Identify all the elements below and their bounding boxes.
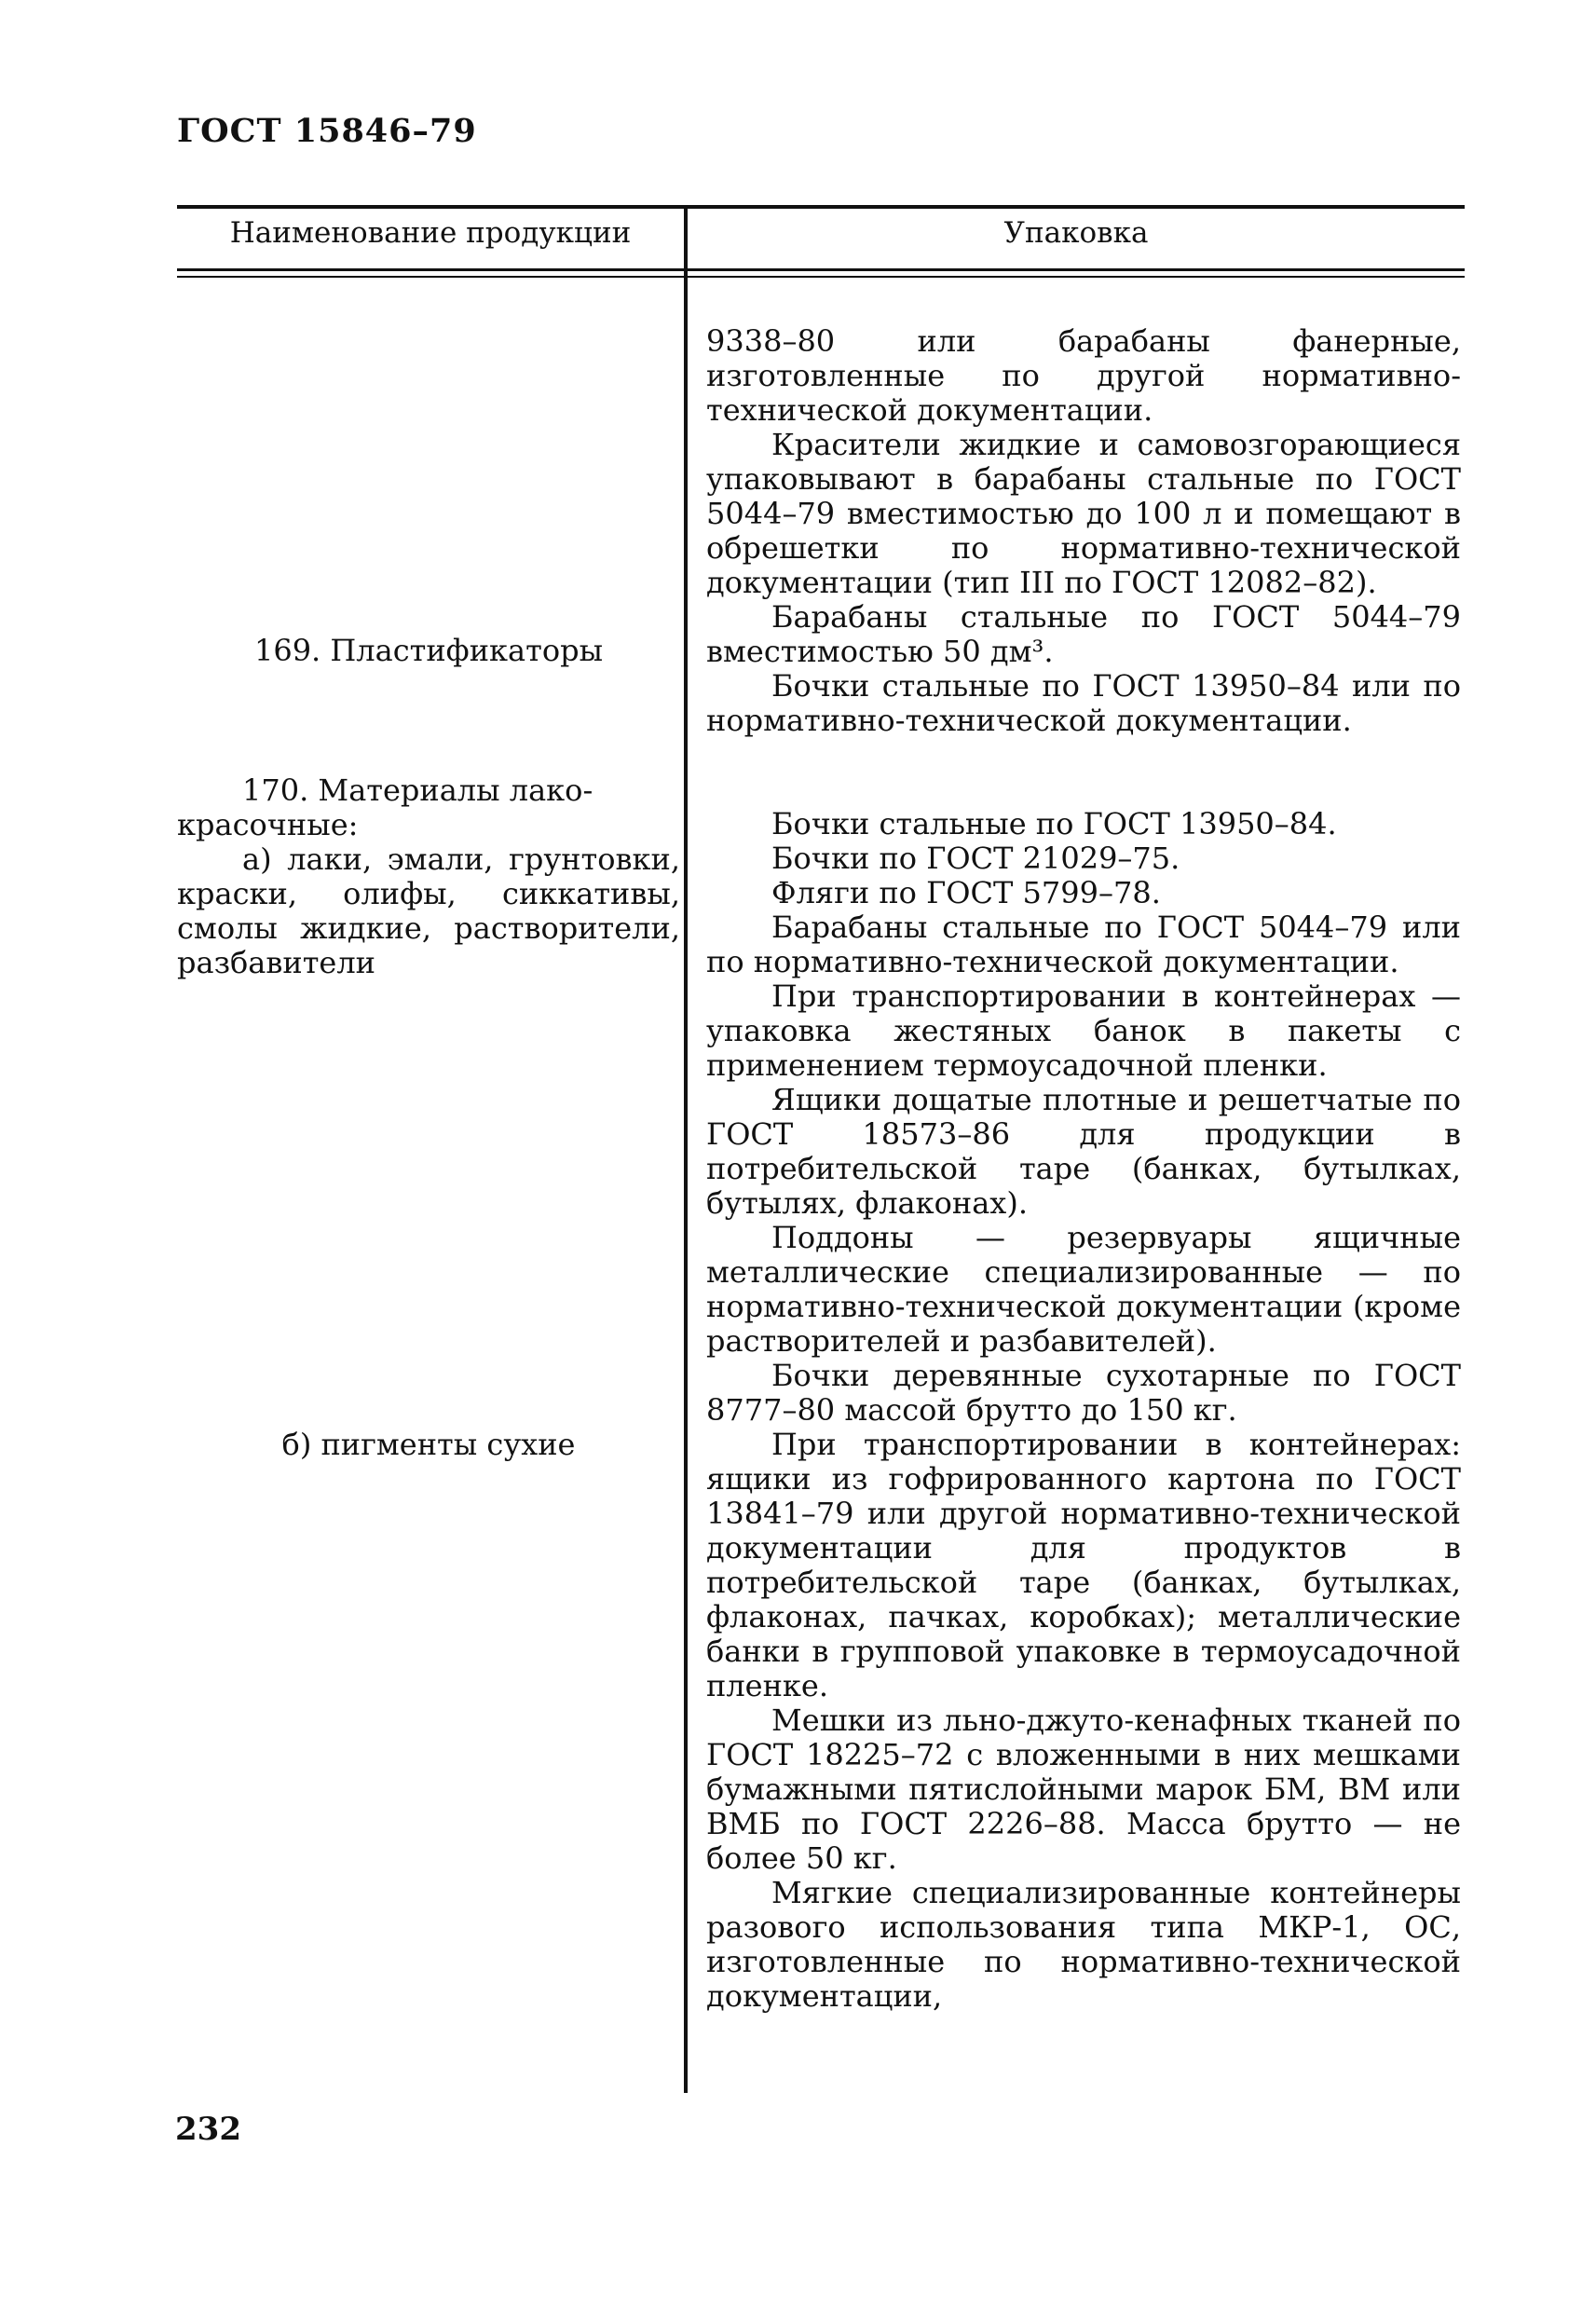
packaging-paragraph: Бочки стальные по ГОСТ 13950–84 или по нормативно-технической документации.: [706, 668, 1461, 738]
page-number: 232: [175, 2111, 241, 2148]
packaging-paragraph: При транспортировании в контейнерах: ящики из гофрированного картона по ГОСТ 13841–79 или другой нормативно-технической документации для продуктов в потребительской таре (банках, бутылках, флаконах, пачках, коробках); металлические банки в групповой упаковке в термоусадочной пленке.: [706, 1427, 1461, 1703]
packaging-paragraph: Барабаны стальные по ГОСТ 5044–79 или по нормативно-технической документации.: [706, 909, 1461, 979]
row-spacer: [706, 738, 1461, 807]
page-header: ГОСТ 15846–79: [177, 112, 477, 150]
packaging-paragraph: Бочки по ГОСТ 21029–75.: [771, 841, 1180, 876]
row-label-dry-pigments: б) пигменты сухие: [281, 1427, 576, 1462]
row-label-plasticizers: 169. Пластификаторы: [253, 633, 604, 668]
packaging-paragraph: 9338–80 или барабаны фанерные, изготовленные по другой нормативно-технической документации.: [706, 323, 1461, 428]
packaging-paragraph: Мешки из льно-джуто-кенафных тканей по ГОСТ 18225–72 с вложенными в них мешками бумажными пятислойными марок БМ, ВМ или ВМБ по ГОСТ 2226–88. Масса брутто — не более 50 кг.: [706, 1702, 1461, 1876]
packaging-paragraph: При транспортировании в контейнерах — упаковка жестяных банок в пакеты с применением термоусадочной пленки.: [706, 978, 1461, 1083]
row-label-varnishes: а) лаки, эмали, грунтовки, краски, олифы, сиккативы, смолы жидкие, растворители, разбавители: [177, 841, 680, 980]
packaging-paragraph: Бочки деревянные сухотарные по ГОСТ 8777–80 массой брутто до 150 кг.: [706, 1358, 1461, 1428]
column-header-packaging: Упаковка: [1003, 216, 1149, 250]
column-divider: [684, 205, 688, 2093]
column-header-product: Наименование продукции: [229, 216, 632, 250]
packaging-paragraph: Бочки стальные по ГОСТ 13950–84.: [771, 806, 1337, 841]
packaging-paragraph: Барабаны стальные по ГОСТ 5044–79 вместимостью 50 дм³.: [706, 599, 1461, 669]
header-bottom-rule-2: [177, 276, 1465, 278]
packaging-paragraph: Фляги по ГОСТ 5799–78.: [771, 875, 1161, 910]
top-rule: [177, 205, 1465, 209]
packaging-paragraph: Красители жидкие и самовозгорающиеся упаковывают в барабаны стальные по ГОСТ 5044–79 вместимостью до 100 л и помещают в обрешетки по нормативно-технической документации (тип III по ГОСТ 12082–82).: [706, 427, 1461, 600]
packaging-column: [706, 324, 1461, 2014]
row-label-paint-materials: 170. Материалы лако-красочные:: [177, 773, 593, 842]
packaging-paragraph: Ящики дощатые плотные и решетчатые по ГОСТ 18573–86 для продукции в потребительской таре (банках, бутылках, бутылях, флаконах).: [706, 1082, 1461, 1221]
packaging-paragraph: Поддоны — резервуары ящичные металлические специализированные — по нормативно-технической документации (кроме растворителей и разбавителей).: [706, 1220, 1461, 1359]
packaging-paragraph: Мягкие специализированные контейнеры разового использования типа МКР-1, ОС, изготовленные по нормативно-технической документации,: [706, 1875, 1461, 2014]
header-bottom-rule: [177, 268, 1465, 271]
